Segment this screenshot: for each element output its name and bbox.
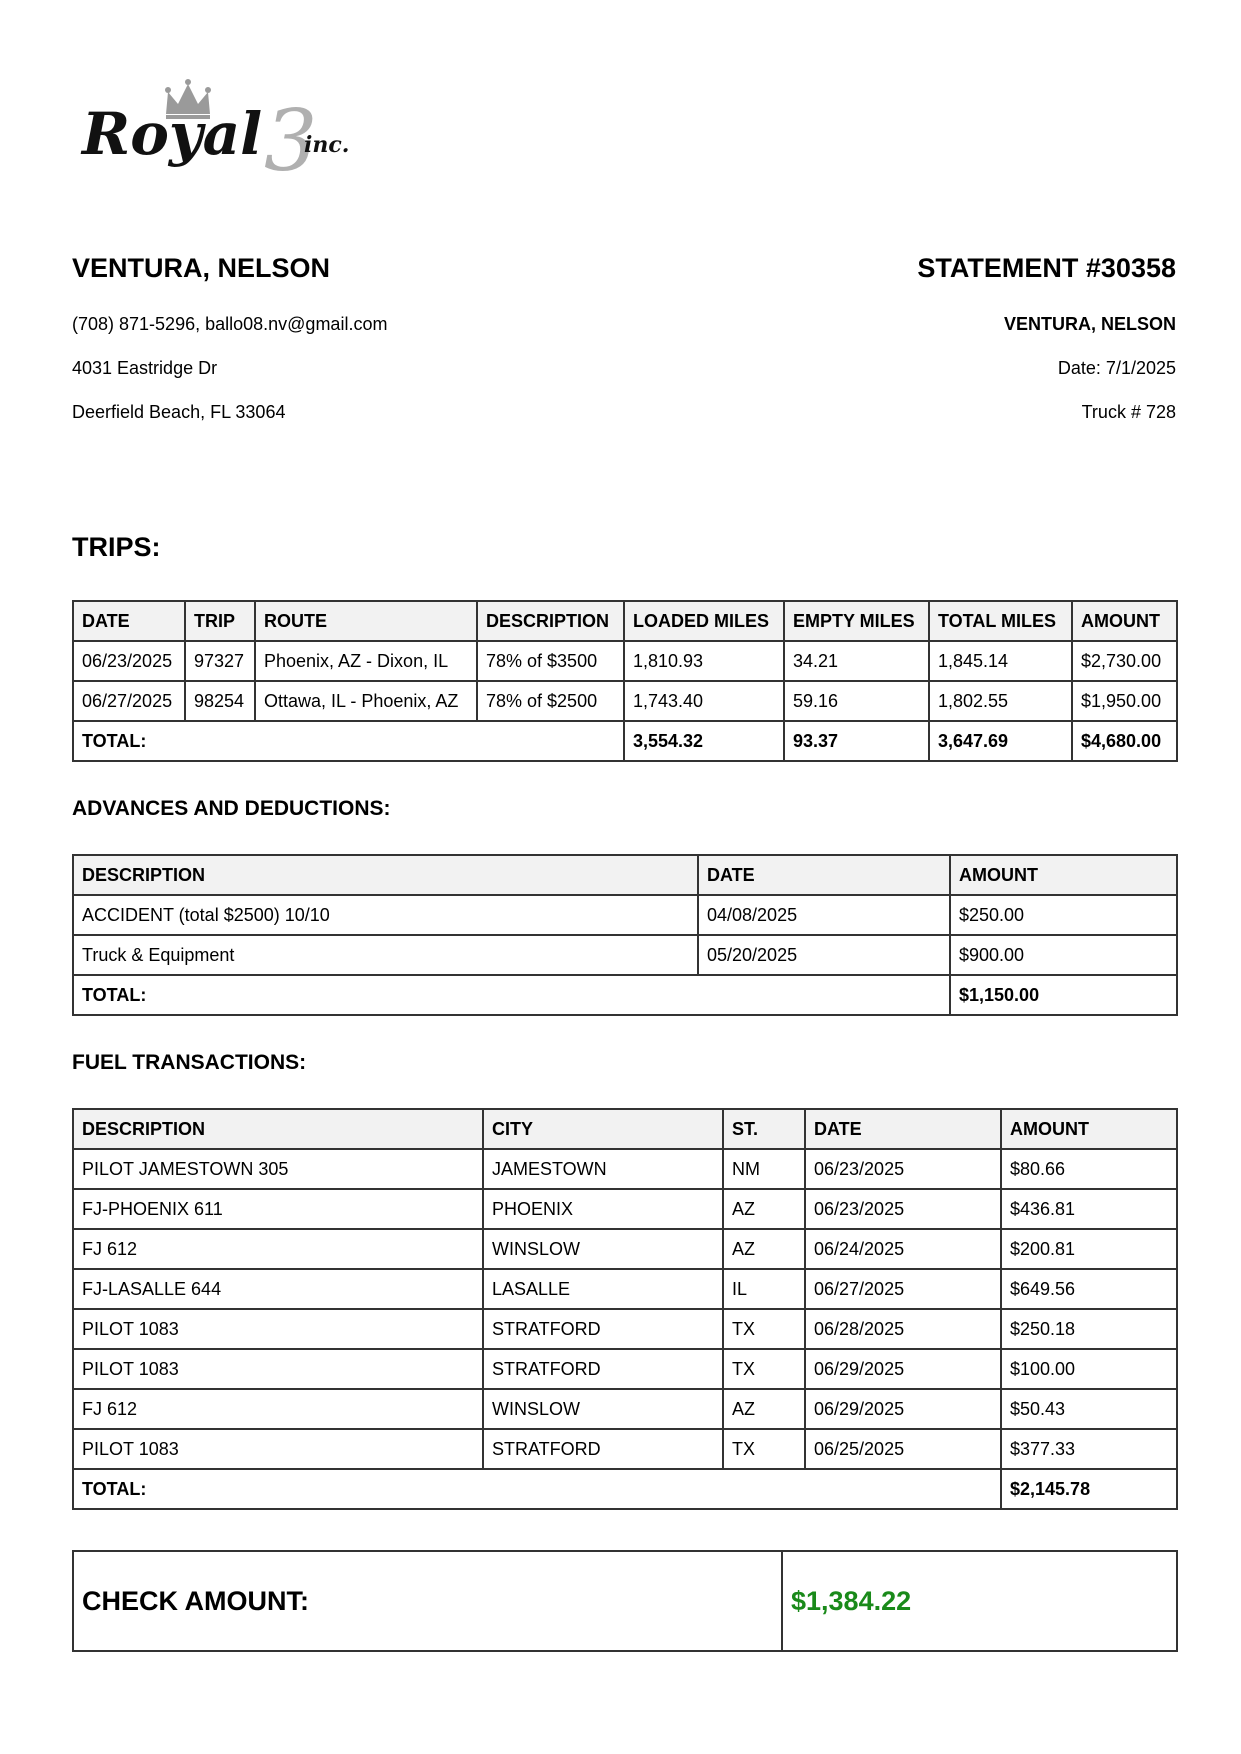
- table-cell: PILOT JAMESTOWN 305: [73, 1149, 483, 1189]
- table-cell: $649.56: [1001, 1269, 1177, 1309]
- table-cell: 34.21: [784, 641, 929, 681]
- table-cell: $50.43: [1001, 1389, 1177, 1429]
- table-row: [73, 641, 1177, 681]
- table-cell: PILOT 1083: [73, 1429, 483, 1469]
- table-cell: LASALLE: [483, 1269, 723, 1309]
- table-cell: 78% of $3500: [477, 641, 624, 681]
- table-cell: Ottawa, IL - Phoenix, AZ: [255, 681, 477, 721]
- trips-total-row: [73, 721, 1177, 761]
- table-cell: $900.00: [950, 935, 1177, 975]
- table-cell: PHOENIX: [483, 1189, 723, 1229]
- table-cell: 1,845.14: [929, 641, 1072, 681]
- logo-numeral: 3: [264, 92, 318, 190]
- check-amount-value: $1,384.22: [782, 1551, 1177, 1651]
- table-cell: PILOT 1083: [73, 1349, 483, 1389]
- company-logo: [78, 78, 398, 190]
- column-header: LOADED MILES: [624, 601, 784, 641]
- logo-name: Royal: [82, 100, 263, 168]
- trips-title: TRIPS:: [72, 532, 161, 562]
- total-amount: $1,150.00: [950, 975, 1177, 1015]
- table-row: [73, 1149, 1177, 1189]
- table-cell: $100.00: [1001, 1349, 1177, 1389]
- table-cell: STRATFORD: [483, 1309, 723, 1349]
- total-empty-miles: 93.37: [784, 721, 929, 761]
- table-cell: 06/23/2025: [73, 641, 185, 681]
- table-cell: FJ-LASALLE 644: [73, 1269, 483, 1309]
- table-cell: 06/29/2025: [805, 1389, 1001, 1429]
- total-label: TOTAL:: [73, 975, 950, 1015]
- column-header: AMOUNT: [1072, 601, 1177, 641]
- table-cell: TX: [723, 1309, 805, 1349]
- total-label: TOTAL:: [73, 721, 624, 761]
- statement-driver-name: VENTURA, NELSON: [1003, 314, 1176, 334]
- table-cell: WINSLOW: [483, 1389, 723, 1429]
- trips-table: [72, 600, 1178, 762]
- table-cell: AZ: [723, 1389, 805, 1429]
- table-cell: IL: [723, 1269, 805, 1309]
- column-header: TRIP: [185, 601, 255, 641]
- driver-address-city: Deerfield Beach, FL 33064: [72, 402, 286, 422]
- driver-address-street: 4031 Eastridge Dr: [72, 358, 218, 378]
- total-miles: 3,647.69: [929, 721, 1072, 761]
- table-cell: $250.18: [1001, 1309, 1177, 1349]
- table-cell: Phoenix, AZ - Dixon, IL: [255, 641, 477, 681]
- table-cell: NM: [723, 1149, 805, 1189]
- total-loaded-miles: 3,554.32: [624, 721, 784, 761]
- table-row: [73, 1229, 1177, 1269]
- table-cell: AZ: [723, 1189, 805, 1229]
- column-header: DESCRIPTION: [73, 1109, 483, 1149]
- table-cell: STRATFORD: [483, 1429, 723, 1469]
- column-header: DATE: [73, 601, 185, 641]
- table-cell: STRATFORD: [483, 1349, 723, 1389]
- driver-name: VENTURA, NELSON: [72, 253, 331, 283]
- table-cell: 06/23/2025: [805, 1189, 1001, 1229]
- check-row: [73, 1551, 1177, 1651]
- table-cell: 06/27/2025: [805, 1269, 1001, 1309]
- table-cell: 06/23/2025: [805, 1149, 1001, 1189]
- table-cell: ACCIDENT (total $2500) 10/10: [73, 895, 698, 935]
- fuel-title: FUEL TRANSACTIONS:: [72, 1051, 307, 1074]
- table-cell: $1,950.00: [1072, 681, 1177, 721]
- table-cell: $2,730.00: [1072, 641, 1177, 681]
- fuel-total-row: [73, 1469, 1177, 1509]
- table-header-row: [73, 855, 1177, 895]
- table-cell: $80.66: [1001, 1149, 1177, 1189]
- statement-truck: Truck # 728: [1081, 402, 1176, 422]
- table-cell: JAMESTOWN: [483, 1149, 723, 1189]
- column-header: DATE: [805, 1109, 1001, 1149]
- table-cell: 1,810.93: [624, 641, 784, 681]
- column-header: CITY: [483, 1109, 723, 1149]
- table-row: [73, 935, 1177, 975]
- table-row: [73, 1389, 1177, 1429]
- table-cell: $250.00: [950, 895, 1177, 935]
- table-header-row: [73, 601, 1177, 641]
- table-cell: 06/25/2025: [805, 1429, 1001, 1469]
- column-header: DATE: [698, 855, 950, 895]
- table-cell: 78% of $2500: [477, 681, 624, 721]
- table-cell: 98254: [185, 681, 255, 721]
- table-cell: $200.81: [1001, 1229, 1177, 1269]
- check-amount-box: [72, 1550, 1178, 1652]
- table-cell: 06/29/2025: [805, 1349, 1001, 1389]
- table-cell: 06/24/2025: [805, 1229, 1001, 1269]
- table-row: [73, 681, 1177, 721]
- total-amount: $2,145.78: [1001, 1469, 1177, 1509]
- table-cell: 1,743.40: [624, 681, 784, 721]
- table-cell: 06/28/2025: [805, 1309, 1001, 1349]
- column-header: ST.: [723, 1109, 805, 1149]
- statement-title: STATEMENT #30358: [917, 253, 1176, 283]
- table-cell: 05/20/2025: [698, 935, 950, 975]
- advances-title: ADVANCES AND DEDUCTIONS:: [72, 797, 391, 820]
- table-row: [73, 1349, 1177, 1389]
- table-row: [73, 1429, 1177, 1469]
- column-header: AMOUNT: [1001, 1109, 1177, 1149]
- table-cell: FJ 612: [73, 1229, 483, 1269]
- statement-info: [576, 250, 1176, 434]
- table-cell: TX: [723, 1349, 805, 1389]
- table-row: [73, 895, 1177, 935]
- table-row: [73, 1189, 1177, 1229]
- advances-total-row: [73, 975, 1177, 1015]
- table-cell: 59.16: [784, 681, 929, 721]
- total-amount: $4,680.00: [1072, 721, 1177, 761]
- fuel-table: [72, 1108, 1178, 1510]
- table-cell: PILOT 1083: [73, 1309, 483, 1349]
- table-cell: 06/27/2025: [73, 681, 185, 721]
- table-cell: 1,802.55: [929, 681, 1072, 721]
- column-header: EMPTY MILES: [784, 601, 929, 641]
- table-cell: FJ-PHOENIX 611: [73, 1189, 483, 1229]
- table-cell: 04/08/2025: [698, 895, 950, 935]
- column-header: AMOUNT: [950, 855, 1177, 895]
- table-cell: 97327: [185, 641, 255, 681]
- column-header: DESCRIPTION: [477, 601, 624, 641]
- table-row: [73, 1309, 1177, 1349]
- statement-date: Date: 7/1/2025: [1057, 358, 1176, 378]
- total-label: TOTAL:: [73, 1469, 1001, 1509]
- table-cell: AZ: [723, 1229, 805, 1269]
- table-cell: $377.33: [1001, 1429, 1177, 1469]
- check-amount-label: CHECK AMOUNT:: [73, 1551, 782, 1651]
- driver-contact: (708) 871-5296, ballo08.nv@gmail.com: [72, 314, 388, 334]
- column-header: ROUTE: [255, 601, 477, 641]
- table-cell: FJ 612: [73, 1389, 483, 1429]
- column-header: TOTAL MILES: [929, 601, 1072, 641]
- advances-table: [72, 854, 1178, 1016]
- logo-suffix: inc.: [304, 132, 350, 158]
- table-cell: Truck & Equipment: [73, 935, 698, 975]
- column-header: DESCRIPTION: [73, 855, 698, 895]
- table-cell: $436.81: [1001, 1189, 1177, 1229]
- table-row: [73, 1269, 1177, 1309]
- table-cell: WINSLOW: [483, 1229, 723, 1269]
- table-header-row: [73, 1109, 1177, 1149]
- table-cell: TX: [723, 1429, 805, 1469]
